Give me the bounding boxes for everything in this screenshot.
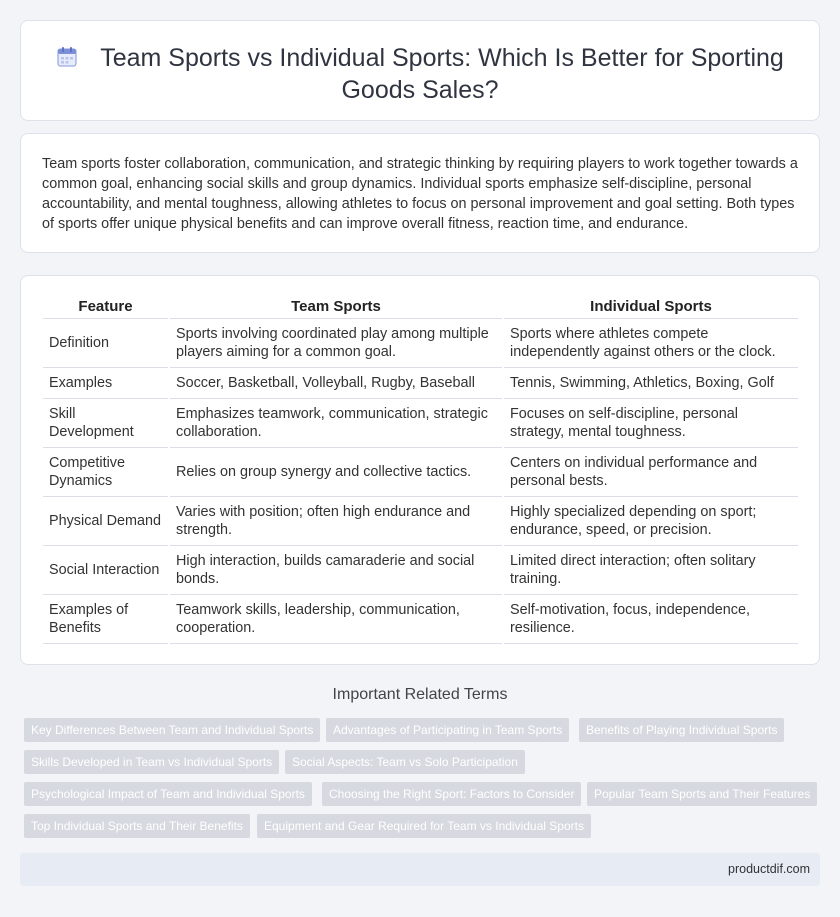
feature-cell: Skill Development [43,398,169,447]
related-tag[interactable]: Top Individual Sports and Their Benefits [24,814,250,838]
page-title-wrap [21,43,819,105]
table-row [43,447,798,496]
team-cell: Varies with position; often high endurance and strength. [169,496,503,545]
footer [20,853,820,886]
individual-cell: Highly specialized depending on sport; endurance, speed, or precision. [503,496,798,545]
page-title: Team Sports vs Individual Sports: Which Is Better for Sporting Goods Sales? [100,44,784,104]
individual-cell: Sports where athletes compete independently against others or the clock. [503,318,798,367]
feature-cell: Definition [43,318,169,367]
table-row [43,318,798,367]
team-cell: Soccer, Basketball, Volleyball, Rugby, Baseball [169,367,503,398]
related-terms-title: Important Related Terms [332,686,508,703]
related-tag[interactable]: Equipment and Gear Required for Team vs Individual Sports [257,814,591,838]
team-cell: Relies on group synergy and collective tactics. [169,447,503,496]
table-row [43,594,798,643]
comparison-table [43,296,798,644]
team-cell: Emphasizes teamwork, communication, strategic collaboration. [169,398,503,447]
related-tag[interactable]: Key Differences Between Team and Individual Sports [24,718,320,742]
feature-cell: Examples [43,367,169,398]
related-tag[interactable]: Popular Team Sports and Their Features [587,782,817,806]
related-tag[interactable]: Benefits of Playing Individual Sports [579,718,784,742]
individual-cell: Tennis, Swimming, Athletics, Boxing, Golf [503,367,798,398]
table-row [43,545,798,594]
related-tag[interactable]: Choosing the Right Sport: Factors to Consider [322,782,581,806]
header-individual-sports: Individual Sports [503,296,798,318]
feature-cell: Social Interaction [43,545,169,594]
intro-paragraph: Team sports foster collaboration, communication, and strategic thinking by requiring players to work together towards a common goal, enhancing social skills and group dynamics. Individual sports emphasize self-discipline, personal accountability, and mental toughness, allowing athletes to focus on personal improvement and goal setting. Both types of sports offer unique physical benefits and can improve overall fitness, reaction time, and endurance. [42,156,798,232]
title-card [20,20,820,121]
calendar-icon [56,45,78,75]
individual-cell: Centers on individual performance and personal bests. [503,447,798,496]
feature-cell: Examples of Benefits [43,594,169,643]
comparison-table-card [20,275,820,665]
table-row [43,398,798,447]
feature-cell: Physical Demand [43,496,169,545]
related-tag[interactable]: Social Aspects: Team vs Solo Participation [285,750,525,774]
footer-site-link[interactable]: productdif.com [728,862,810,876]
individual-cell: Limited direct interaction; often solitary training. [503,545,798,594]
individual-cell: Focuses on self-discipline, personal strategy, mental toughness. [503,398,798,447]
related-tag[interactable]: Psychological Impact of Team and Individual Sports [24,782,312,806]
team-cell: High interaction, builds camaraderie and social bonds. [169,545,503,594]
related-tag[interactable]: Advantages of Participating in Team Sports [326,718,569,742]
table-header-row [43,296,798,318]
table-row [43,496,798,545]
feature-cell: Competitive Dynamics [43,447,169,496]
related-tag[interactable]: Skills Developed in Team vs Individual Sports [24,750,279,774]
team-cell: Teamwork skills, leadership, communication, cooperation. [169,594,503,643]
intro-card [20,133,820,253]
table-row [43,367,798,398]
header-team-sports: Team Sports [169,296,503,318]
header-feature: Feature [43,296,169,318]
team-cell: Sports involving coordinated play among multiple players aiming for a common goal. [169,318,503,367]
individual-cell: Self-motivation, focus, independence, resilience. [503,594,798,643]
